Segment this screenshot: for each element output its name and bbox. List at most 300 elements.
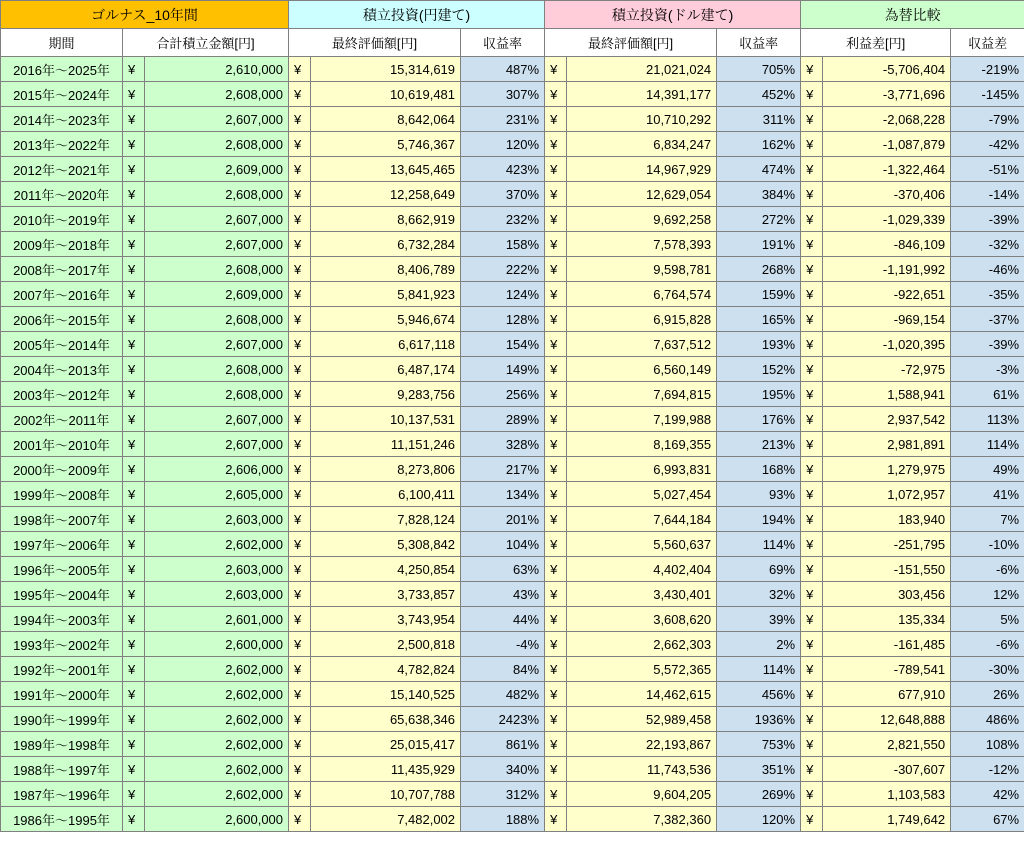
cell-usd-value: 9,604,205 bbox=[567, 782, 717, 807]
cell-yen-rate: 222% bbox=[461, 257, 545, 282]
cell-usd-value: 7,694,815 bbox=[567, 382, 717, 407]
currency-symbol-total: ¥ bbox=[123, 282, 145, 307]
cell-usd-rate: 193% bbox=[717, 332, 801, 357]
currency-symbol-yen-value: ¥ bbox=[289, 182, 311, 207]
currency-symbol-total: ¥ bbox=[123, 57, 145, 82]
currency-symbol-usd-value: ¥ bbox=[545, 732, 567, 757]
cell-total: 2,607,000 bbox=[145, 232, 289, 257]
cell-fx-diff: -251,795 bbox=[823, 532, 951, 557]
currency-symbol-total: ¥ bbox=[123, 432, 145, 457]
cell-yen-rate: 43% bbox=[461, 582, 545, 607]
table-row bbox=[1, 407, 1024, 432]
cell-yen-value: 5,841,923 bbox=[311, 282, 461, 307]
currency-symbol-yen-value: ¥ bbox=[289, 207, 311, 232]
cell-fx-diff: 12,648,888 bbox=[823, 707, 951, 732]
cell-fx-rate: 61% bbox=[951, 382, 1024, 407]
table-row bbox=[1, 107, 1024, 132]
cell-usd-rate: 194% bbox=[717, 507, 801, 532]
cell-usd-rate: 69% bbox=[717, 557, 801, 582]
cell-usd-value: 52,989,458 bbox=[567, 707, 717, 732]
cell-usd-rate: 32% bbox=[717, 582, 801, 607]
currency-symbol-usd-value: ¥ bbox=[545, 232, 567, 257]
column-header-row bbox=[1, 29, 1024, 57]
cell-yen-value: 7,482,002 bbox=[311, 807, 461, 832]
cell-period: 2000年〜2009年 bbox=[1, 457, 123, 482]
currency-symbol-usd-value: ¥ bbox=[545, 632, 567, 657]
cell-period: 1991年〜2000年 bbox=[1, 682, 123, 707]
currency-symbol-usd-value: ¥ bbox=[545, 432, 567, 457]
currency-symbol-usd-value: ¥ bbox=[545, 582, 567, 607]
currency-symbol-total: ¥ bbox=[123, 157, 145, 182]
cell-total: 2,608,000 bbox=[145, 357, 289, 382]
currency-symbol-fx-diff: ¥ bbox=[801, 232, 823, 257]
cell-fx-diff: 2,937,542 bbox=[823, 407, 951, 432]
currency-symbol-yen-value: ¥ bbox=[289, 732, 311, 757]
currency-symbol-total: ¥ bbox=[123, 582, 145, 607]
cell-yen-rate: 104% bbox=[461, 532, 545, 557]
currency-symbol-usd-value: ¥ bbox=[545, 132, 567, 157]
table-row bbox=[1, 582, 1024, 607]
cell-fx-diff: 183,940 bbox=[823, 507, 951, 532]
cell-usd-value: 2,662,303 bbox=[567, 632, 717, 657]
currency-symbol-usd-value: ¥ bbox=[545, 707, 567, 732]
table-row bbox=[1, 657, 1024, 682]
currency-symbol-usd-value: ¥ bbox=[545, 407, 567, 432]
currency-symbol-total: ¥ bbox=[123, 257, 145, 282]
column-header-yen-rate: 収益率 bbox=[461, 29, 545, 57]
currency-symbol-yen-value: ¥ bbox=[289, 57, 311, 82]
cell-total: 2,605,000 bbox=[145, 482, 289, 507]
cell-total: 2,601,000 bbox=[145, 607, 289, 632]
cell-yen-rate: 84% bbox=[461, 657, 545, 682]
cell-fx-rate: 67% bbox=[951, 807, 1024, 832]
cell-yen-rate: 289% bbox=[461, 407, 545, 432]
cell-yen-rate: 44% bbox=[461, 607, 545, 632]
cell-usd-value: 7,199,988 bbox=[567, 407, 717, 432]
currency-symbol-usd-value: ¥ bbox=[545, 107, 567, 132]
cell-fx-diff: 1,072,957 bbox=[823, 482, 951, 507]
currency-symbol-yen-value: ¥ bbox=[289, 132, 311, 157]
cell-fx-diff: 1,103,583 bbox=[823, 782, 951, 807]
currency-symbol-usd-value: ¥ bbox=[545, 782, 567, 807]
currency-symbol-yen-value: ¥ bbox=[289, 532, 311, 557]
currency-symbol-total: ¥ bbox=[123, 232, 145, 257]
cell-period: 1990年〜1999年 bbox=[1, 707, 123, 732]
cell-period: 1992年〜2001年 bbox=[1, 657, 123, 682]
cell-fx-diff: -1,020,395 bbox=[823, 332, 951, 357]
currency-symbol-fx-diff: ¥ bbox=[801, 382, 823, 407]
currency-symbol-fx-diff: ¥ bbox=[801, 607, 823, 632]
cell-yen-value: 6,617,118 bbox=[311, 332, 461, 357]
cell-usd-rate: 311% bbox=[717, 107, 801, 132]
cell-total: 2,603,000 bbox=[145, 507, 289, 532]
cell-fx-rate: 5% bbox=[951, 607, 1024, 632]
currency-symbol-yen-value: ¥ bbox=[289, 382, 311, 407]
currency-symbol-fx-diff: ¥ bbox=[801, 757, 823, 782]
cell-yen-value: 10,619,481 bbox=[311, 82, 461, 107]
cell-yen-rate: 307% bbox=[461, 82, 545, 107]
currency-symbol-fx-diff: ¥ bbox=[801, 782, 823, 807]
cell-fx-rate: 486% bbox=[951, 707, 1024, 732]
cell-period: 1996年〜2005年 bbox=[1, 557, 123, 582]
currency-symbol-yen-value: ¥ bbox=[289, 482, 311, 507]
cell-yen-value: 3,733,857 bbox=[311, 582, 461, 607]
currency-symbol-fx-diff: ¥ bbox=[801, 407, 823, 432]
currency-symbol-total: ¥ bbox=[123, 732, 145, 757]
cell-yen-value: 5,946,674 bbox=[311, 307, 461, 332]
currency-symbol-yen-value: ¥ bbox=[289, 432, 311, 457]
table-row bbox=[1, 182, 1024, 207]
cell-fx-rate: -30% bbox=[951, 657, 1024, 682]
cell-yen-rate: 124% bbox=[461, 282, 545, 307]
cell-yen-value: 25,015,417 bbox=[311, 732, 461, 757]
cell-usd-value: 7,644,184 bbox=[567, 507, 717, 532]
cell-yen-value: 8,642,064 bbox=[311, 107, 461, 132]
cell-usd-rate: 176% bbox=[717, 407, 801, 432]
currency-symbol-yen-value: ¥ bbox=[289, 607, 311, 632]
cell-yen-value: 65,638,346 bbox=[311, 707, 461, 732]
cell-usd-rate: 39% bbox=[717, 607, 801, 632]
cell-fx-rate: -10% bbox=[951, 532, 1024, 557]
currency-symbol-fx-diff: ¥ bbox=[801, 657, 823, 682]
currency-symbol-yen-value: ¥ bbox=[289, 407, 311, 432]
cell-total: 2,607,000 bbox=[145, 407, 289, 432]
cell-total: 2,608,000 bbox=[145, 132, 289, 157]
table-row bbox=[1, 432, 1024, 457]
cell-yen-rate: 201% bbox=[461, 507, 545, 532]
cell-usd-value: 21,021,024 bbox=[567, 57, 717, 82]
cell-usd-rate: 114% bbox=[717, 532, 801, 557]
cell-usd-rate: 2% bbox=[717, 632, 801, 657]
cell-period: 1986年〜1995年 bbox=[1, 807, 123, 832]
column-header-total: 合計積立金額[円] bbox=[123, 29, 289, 57]
currency-symbol-yen-value: ¥ bbox=[289, 507, 311, 532]
currency-symbol-yen-value: ¥ bbox=[289, 582, 311, 607]
cell-usd-rate: 213% bbox=[717, 432, 801, 457]
cell-yen-value: 6,732,284 bbox=[311, 232, 461, 257]
group-header-yen: 積立投資(円建て) bbox=[289, 1, 545, 29]
currency-symbol-total: ¥ bbox=[123, 207, 145, 232]
cell-period: 1999年〜2008年 bbox=[1, 482, 123, 507]
currency-symbol-yen-value: ¥ bbox=[289, 557, 311, 582]
cell-period: 2009年〜2018年 bbox=[1, 232, 123, 257]
cell-usd-value: 9,598,781 bbox=[567, 257, 717, 282]
cell-fx-diff: -3,771,696 bbox=[823, 82, 951, 107]
cell-fx-diff: -370,406 bbox=[823, 182, 951, 207]
table-row bbox=[1, 132, 1024, 157]
currency-symbol-total: ¥ bbox=[123, 332, 145, 357]
column-header-yen-value: 最終評価額[円] bbox=[289, 29, 461, 57]
cell-yen-value: 4,782,824 bbox=[311, 657, 461, 682]
currency-symbol-yen-value: ¥ bbox=[289, 157, 311, 182]
cell-total: 2,602,000 bbox=[145, 732, 289, 757]
cell-fx-diff: -5,706,404 bbox=[823, 57, 951, 82]
cell-usd-value: 7,382,360 bbox=[567, 807, 717, 832]
cell-usd-rate: 93% bbox=[717, 482, 801, 507]
column-header-fx-rate: 収益差 bbox=[951, 29, 1024, 57]
cell-fx-rate: -79% bbox=[951, 107, 1024, 132]
cell-fx-rate: 49% bbox=[951, 457, 1024, 482]
currency-symbol-total: ¥ bbox=[123, 482, 145, 507]
currency-symbol-total: ¥ bbox=[123, 182, 145, 207]
currency-symbol-fx-diff: ¥ bbox=[801, 257, 823, 282]
cell-period: 1994年〜2003年 bbox=[1, 607, 123, 632]
cell-period: 1987年〜1996年 bbox=[1, 782, 123, 807]
cell-total: 2,602,000 bbox=[145, 532, 289, 557]
cell-fx-diff: -1,029,339 bbox=[823, 207, 951, 232]
table-row bbox=[1, 807, 1024, 832]
currency-symbol-fx-diff: ¥ bbox=[801, 57, 823, 82]
currency-symbol-usd-value: ¥ bbox=[545, 507, 567, 532]
table-row bbox=[1, 82, 1024, 107]
cell-yen-rate: 217% bbox=[461, 457, 545, 482]
cell-yen-value: 6,100,411 bbox=[311, 482, 461, 507]
cell-fx-diff: 677,910 bbox=[823, 682, 951, 707]
cell-period: 2008年〜2017年 bbox=[1, 257, 123, 282]
cell-fx-rate: 42% bbox=[951, 782, 1024, 807]
cell-fx-diff: 1,588,941 bbox=[823, 382, 951, 407]
cell-fx-diff: -307,607 bbox=[823, 757, 951, 782]
currency-symbol-total: ¥ bbox=[123, 132, 145, 157]
cell-yen-value: 8,406,789 bbox=[311, 257, 461, 282]
cell-period: 2002年〜2011年 bbox=[1, 407, 123, 432]
currency-symbol-fx-diff: ¥ bbox=[801, 307, 823, 332]
cell-total: 2,602,000 bbox=[145, 782, 289, 807]
cell-usd-value: 22,193,867 bbox=[567, 732, 717, 757]
cell-usd-value: 6,560,149 bbox=[567, 357, 717, 382]
cell-period: 2004年〜2013年 bbox=[1, 357, 123, 382]
cell-yen-rate: 423% bbox=[461, 157, 545, 182]
currency-symbol-fx-diff: ¥ bbox=[801, 732, 823, 757]
cell-period: 2005年〜2014年 bbox=[1, 332, 123, 357]
cell-period: 1988年〜1997年 bbox=[1, 757, 123, 782]
currency-symbol-yen-value: ¥ bbox=[289, 632, 311, 657]
currency-symbol-usd-value: ¥ bbox=[545, 157, 567, 182]
cell-usd-value: 11,743,536 bbox=[567, 757, 717, 782]
table-row bbox=[1, 532, 1024, 557]
cell-fx-rate: 113% bbox=[951, 407, 1024, 432]
cell-usd-rate: 474% bbox=[717, 157, 801, 182]
cell-period: 2012年〜2021年 bbox=[1, 157, 123, 182]
currency-symbol-total: ¥ bbox=[123, 657, 145, 682]
currency-symbol-fx-diff: ¥ bbox=[801, 557, 823, 582]
cell-fx-diff: 2,821,550 bbox=[823, 732, 951, 757]
currency-symbol-fx-diff: ¥ bbox=[801, 507, 823, 532]
cell-fx-rate: 41% bbox=[951, 482, 1024, 507]
currency-symbol-total: ¥ bbox=[123, 682, 145, 707]
cell-period: 2007年〜2016年 bbox=[1, 282, 123, 307]
currency-symbol-yen-value: ¥ bbox=[289, 332, 311, 357]
cell-usd-rate: 114% bbox=[717, 657, 801, 682]
cell-total: 2,610,000 bbox=[145, 57, 289, 82]
currency-symbol-yen-value: ¥ bbox=[289, 282, 311, 307]
currency-symbol-fx-diff: ¥ bbox=[801, 457, 823, 482]
cell-yen-value: 5,746,367 bbox=[311, 132, 461, 157]
cell-usd-rate: 152% bbox=[717, 357, 801, 382]
cell-fx-rate: -3% bbox=[951, 357, 1024, 382]
table-row bbox=[1, 782, 1024, 807]
cell-total: 2,606,000 bbox=[145, 457, 289, 482]
cell-period: 2016年〜2025年 bbox=[1, 57, 123, 82]
cell-usd-value: 5,027,454 bbox=[567, 482, 717, 507]
currency-symbol-usd-value: ¥ bbox=[545, 682, 567, 707]
cell-fx-diff: 1,279,975 bbox=[823, 457, 951, 482]
cell-yen-value: 6,487,174 bbox=[311, 357, 461, 382]
table-row bbox=[1, 207, 1024, 232]
currency-symbol-usd-value: ¥ bbox=[545, 757, 567, 782]
currency-symbol-usd-value: ¥ bbox=[545, 57, 567, 82]
cell-yen-rate: -4% bbox=[461, 632, 545, 657]
cell-fx-diff: -1,191,992 bbox=[823, 257, 951, 282]
cell-yen-value: 15,140,525 bbox=[311, 682, 461, 707]
currency-symbol-usd-value: ¥ bbox=[545, 532, 567, 557]
table-row bbox=[1, 682, 1024, 707]
cell-fx-diff: -161,485 bbox=[823, 632, 951, 657]
cell-usd-value: 14,462,615 bbox=[567, 682, 717, 707]
table-row bbox=[1, 557, 1024, 582]
currency-symbol-total: ¥ bbox=[123, 407, 145, 432]
cell-period: 1993年〜2002年 bbox=[1, 632, 123, 657]
cell-total: 2,607,000 bbox=[145, 207, 289, 232]
cell-yen-rate: 487% bbox=[461, 57, 545, 82]
currency-symbol-fx-diff: ¥ bbox=[801, 582, 823, 607]
currency-symbol-total: ¥ bbox=[123, 807, 145, 832]
currency-symbol-yen-value: ¥ bbox=[289, 457, 311, 482]
cell-yen-value: 11,151,246 bbox=[311, 432, 461, 457]
currency-symbol-total: ¥ bbox=[123, 532, 145, 557]
cell-yen-value: 4,250,854 bbox=[311, 557, 461, 582]
cell-usd-value: 12,629,054 bbox=[567, 182, 717, 207]
cell-usd-rate: 159% bbox=[717, 282, 801, 307]
currency-symbol-yen-value: ¥ bbox=[289, 757, 311, 782]
table-row bbox=[1, 457, 1024, 482]
cell-yen-value: 8,662,919 bbox=[311, 207, 461, 232]
currency-symbol-fx-diff: ¥ bbox=[801, 207, 823, 232]
table-row bbox=[1, 357, 1024, 382]
cell-usd-value: 6,915,828 bbox=[567, 307, 717, 332]
cell-yen-rate: 63% bbox=[461, 557, 545, 582]
cell-fx-rate: -6% bbox=[951, 632, 1024, 657]
cell-fx-rate: 114% bbox=[951, 432, 1024, 457]
currency-symbol-usd-value: ¥ bbox=[545, 457, 567, 482]
currency-symbol-usd-value: ¥ bbox=[545, 82, 567, 107]
cell-fx-rate: -145% bbox=[951, 82, 1024, 107]
table-row bbox=[1, 382, 1024, 407]
currency-symbol-yen-value: ¥ bbox=[289, 782, 311, 807]
cell-usd-rate: 195% bbox=[717, 382, 801, 407]
currency-symbol-usd-value: ¥ bbox=[545, 607, 567, 632]
cell-period: 2006年〜2015年 bbox=[1, 307, 123, 332]
cell-fx-diff: -72,975 bbox=[823, 357, 951, 382]
cell-fx-diff: -1,322,464 bbox=[823, 157, 951, 182]
currency-symbol-fx-diff: ¥ bbox=[801, 532, 823, 557]
cell-usd-rate: 268% bbox=[717, 257, 801, 282]
cell-fx-diff: -789,541 bbox=[823, 657, 951, 682]
cell-yen-value: 3,743,954 bbox=[311, 607, 461, 632]
cell-usd-rate: 191% bbox=[717, 232, 801, 257]
cell-total: 2,608,000 bbox=[145, 307, 289, 332]
cell-yen-rate: 134% bbox=[461, 482, 545, 507]
cell-usd-rate: 269% bbox=[717, 782, 801, 807]
cell-total: 2,602,000 bbox=[145, 682, 289, 707]
cell-period: 2014年〜2023年 bbox=[1, 107, 123, 132]
cell-total: 2,602,000 bbox=[145, 757, 289, 782]
cell-fx-rate: -42% bbox=[951, 132, 1024, 157]
currency-symbol-fx-diff: ¥ bbox=[801, 132, 823, 157]
cell-fx-diff: -1,087,879 bbox=[823, 132, 951, 157]
cell-fx-rate: -39% bbox=[951, 332, 1024, 357]
cell-yen-rate: 328% bbox=[461, 432, 545, 457]
currency-symbol-fx-diff: ¥ bbox=[801, 332, 823, 357]
cell-yen-rate: 231% bbox=[461, 107, 545, 132]
cell-yen-rate: 861% bbox=[461, 732, 545, 757]
cell-total: 2,603,000 bbox=[145, 582, 289, 607]
cell-total: 2,600,000 bbox=[145, 807, 289, 832]
cell-usd-rate: 162% bbox=[717, 132, 801, 157]
cell-total: 2,608,000 bbox=[145, 257, 289, 282]
cell-yen-value: 2,500,818 bbox=[311, 632, 461, 657]
cell-usd-rate: 456% bbox=[717, 682, 801, 707]
cell-fx-rate: -39% bbox=[951, 207, 1024, 232]
cell-fx-diff: 303,456 bbox=[823, 582, 951, 607]
cell-period: 1989年〜1998年 bbox=[1, 732, 123, 757]
currency-symbol-fx-diff: ¥ bbox=[801, 82, 823, 107]
currency-symbol-total: ¥ bbox=[123, 707, 145, 732]
cell-yen-value: 10,707,788 bbox=[311, 782, 461, 807]
cell-yen-value: 15,314,619 bbox=[311, 57, 461, 82]
column-header-fx-diff: 利益差[円] bbox=[801, 29, 951, 57]
cell-yen-value: 9,283,756 bbox=[311, 382, 461, 407]
cell-usd-rate: 351% bbox=[717, 757, 801, 782]
cell-yen-value: 8,273,806 bbox=[311, 457, 461, 482]
currency-symbol-usd-value: ¥ bbox=[545, 307, 567, 332]
cell-yen-value: 12,258,649 bbox=[311, 182, 461, 207]
table-row bbox=[1, 332, 1024, 357]
currency-symbol-fx-diff: ¥ bbox=[801, 707, 823, 732]
currency-symbol-yen-value: ¥ bbox=[289, 307, 311, 332]
table-row bbox=[1, 257, 1024, 282]
cell-total: 2,607,000 bbox=[145, 107, 289, 132]
currency-symbol-total: ¥ bbox=[123, 382, 145, 407]
currency-symbol-usd-value: ¥ bbox=[545, 357, 567, 382]
group-header-title: ゴルナス_10年間 bbox=[1, 1, 289, 29]
currency-symbol-yen-value: ¥ bbox=[289, 257, 311, 282]
cell-yen-value: 10,137,531 bbox=[311, 407, 461, 432]
currency-symbol-yen-value: ¥ bbox=[289, 357, 311, 382]
cell-usd-rate: 120% bbox=[717, 807, 801, 832]
cell-period: 2015年〜2024年 bbox=[1, 82, 123, 107]
cell-total: 2,602,000 bbox=[145, 657, 289, 682]
currency-symbol-fx-diff: ¥ bbox=[801, 682, 823, 707]
currency-symbol-fx-diff: ¥ bbox=[801, 632, 823, 657]
cell-yen-rate: 188% bbox=[461, 807, 545, 832]
cell-period: 2010年〜2019年 bbox=[1, 207, 123, 232]
cell-fx-diff: 2,981,891 bbox=[823, 432, 951, 457]
cell-yen-rate: 154% bbox=[461, 332, 545, 357]
cell-fx-rate: -12% bbox=[951, 757, 1024, 782]
cell-usd-rate: 272% bbox=[717, 207, 801, 232]
cell-period: 1998年〜2007年 bbox=[1, 507, 123, 532]
currency-symbol-total: ¥ bbox=[123, 107, 145, 132]
table-row bbox=[1, 232, 1024, 257]
cell-usd-value: 3,608,620 bbox=[567, 607, 717, 632]
currency-symbol-usd-value: ¥ bbox=[545, 332, 567, 357]
table-row bbox=[1, 632, 1024, 657]
table-row bbox=[1, 507, 1024, 532]
currency-symbol-yen-value: ¥ bbox=[289, 657, 311, 682]
cell-usd-rate: 1936% bbox=[717, 707, 801, 732]
cell-total: 2,608,000 bbox=[145, 382, 289, 407]
